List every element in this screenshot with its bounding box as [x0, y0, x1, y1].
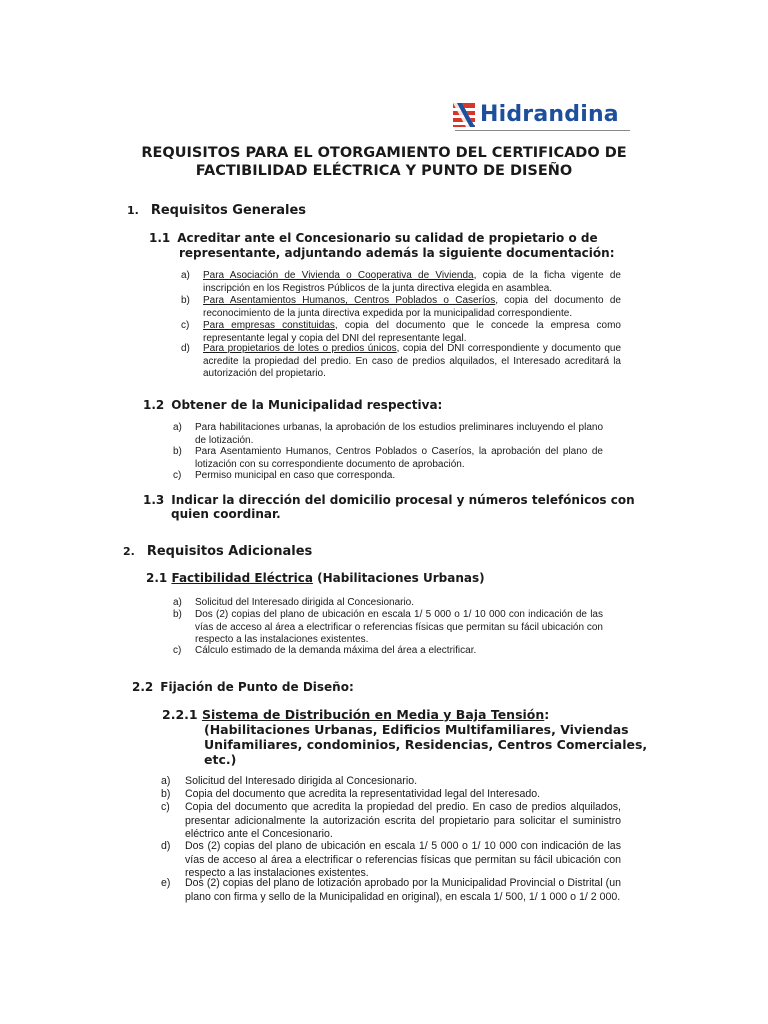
subsection-1-3-heading-line-2: quien coordinar. [171, 507, 281, 521]
list-text: Solicitud del Interesado dirigida al Concesionario. [185, 775, 418, 787]
list-text: , copia del documento que le concede la empresa como representante legal y copia del DNI del representante legal. [203, 320, 621, 344]
list-marker: b) [173, 446, 182, 457]
list-item [181, 270, 621, 295]
section-2-heading [123, 544, 312, 560]
logo-wordmark: Hidrandina [480, 102, 619, 127]
list-item [173, 645, 603, 658]
list-marker: c) [173, 645, 182, 656]
underlined-term: Para Asociación de Vivienda o Cooperativa de Vivienda [203, 270, 474, 281]
list-marker: a) [173, 597, 182, 608]
list-marker: b) [173, 609, 182, 620]
list-marker: a) [161, 775, 171, 787]
subsection-2-2-1-heading [162, 707, 549, 722]
subsection-2-2-1-scope-line-1: (Habilitaciones Urbanas, Edificios Multifamiliares, Viviendas [204, 722, 629, 737]
list-marker: a) [173, 422, 182, 433]
list-marker: c) [161, 801, 170, 813]
list-item [173, 609, 603, 647]
subsection-2-2-heading [132, 680, 354, 695]
list-item [161, 877, 621, 917]
list-item [161, 840, 621, 880]
list-marker: b) [161, 788, 171, 800]
list-item [173, 422, 603, 447]
header-divider [455, 130, 630, 131]
section-number: 2. [123, 545, 135, 558]
subsection-2-2-1-scope-line-2: Unifamiliares, condominios, Residencias, Centros Comerciales, [204, 737, 648, 752]
list-item [181, 343, 621, 381]
section-number: 1. [127, 204, 139, 217]
list-item [173, 446, 603, 471]
list-item [161, 801, 621, 841]
list-text: , copia del DNI correspondiente y documento que acredite la propiedad del predio. En caso de predios alquilados, el Interesado acreditará la autorización del propietario. [203, 343, 622, 379]
subsection-title: Fijación de Punto de Diseño: [160, 680, 354, 694]
subsection-number: 2.1 [146, 571, 168, 585]
list-text: Para habilitaciones urbanas, la aprobación de los estudios preliminares incluyendo el plano de lotización. [195, 422, 603, 446]
underlined-term: Factibilidad Eléctrica [171, 571, 313, 585]
subsection-title: Obtener de la Municipalidad respectiva: [171, 398, 443, 412]
list-text: Dos (2) copias del plano de ubicación en escala 1/ 5 000 o 1/ 10 000 con indicación de las vías de acceso al área a electrificar o referencias físicas que permitan su fácil ubicación con respecto a las instalaciones existentes. [195, 609, 603, 645]
heading-colon: : [544, 707, 550, 722]
list-text: Solicitud del Interesado dirigida al Concesionario. [195, 597, 415, 608]
list-text: Permiso municipal en caso que corresponda. [195, 470, 396, 481]
subsection-1-1-heading-line-2: representante, adjuntando además la siguiente documentación: [179, 246, 615, 260]
list-text: Cálculo estimado de la demanda máxima del área a electrificar. [195, 645, 477, 656]
section-title: Requisitos Generales [150, 203, 307, 218]
subsection-qualifier: (Habilitaciones Urbanas) [312, 571, 485, 585]
list-item [161, 788, 621, 802]
subsection-line-1: Indicar la dirección del domicilio procesal y números telefónicos con [171, 493, 635, 507]
list-marker: c) [181, 320, 190, 331]
list-text: , copia de la ficha vigente de inscripción en los Registros Públicos de la junta directiva elegida en asamblea. [203, 270, 621, 294]
underlined-term: Para Asentamientos Humanos, Centros Poblados o Caseríos [203, 295, 496, 306]
company-logo [453, 101, 633, 131]
list-marker: e) [161, 877, 171, 889]
subsection-2-1-heading [146, 571, 485, 586]
list-item [173, 470, 603, 483]
list-text: Dos (2) copias del plano de ubicación en escala 1/ 5 000 o 1/ 10 000 con indicación de las vías de acceso al área a electrificar o referencias físicas que permitan su fácil ubicación con respecto a las instalaciones existentes. [185, 840, 621, 879]
subsection-number: 1.1 [149, 231, 171, 245]
list-item [181, 295, 621, 320]
underlined-term: Sistema de Distribución en Media y Baja Tensión [201, 707, 545, 722]
list-marker: b) [181, 295, 190, 306]
list-text: Para Asentamiento Humanos, Centros Poblados o Caseríos, la aprobación del plano de lotización con su correspondiente documento de aprobación. [195, 446, 603, 470]
subsection-number: 1.3 [143, 493, 165, 507]
list-marker: c) [173, 470, 182, 481]
list-marker: d) [161, 840, 171, 852]
list-marker: a) [181, 270, 190, 281]
document-title-line-1: REQUISITOS PARA EL OTORGAMIENTO DEL CERTIFICADO DE [141, 145, 627, 161]
subsection-1-2-heading [143, 398, 442, 413]
document-title-line-2: FACTIBILIDAD ELÉCTRICA Y PUNTO DE DISEÑO [195, 163, 573, 179]
subsection-number: 1.2 [143, 398, 165, 412]
list-text: Dos (2) copias del plano de lotización aprobado por la Municipalidad Provincial o Distrital (un plano con firma y sello de la Municipalidad en original), en escala 1/ 500, 1/ 1 000 o 1/ 2 000. [185, 877, 621, 903]
list-item [161, 775, 621, 789]
subsection-number: 2.2.1 [162, 707, 198, 722]
list-text: Copia del documento que acredita la propiedad del predio. En caso de predios alquilados, presentar adicionalmente la autorización escrita del propietario para solicitar el suministro eléctrico ante el Concesionario. [185, 801, 621, 840]
subsection-number: 2.2 [132, 680, 154, 694]
section-1-heading [127, 203, 306, 219]
underlined-term: Para empresas constituidas [203, 320, 335, 331]
section-title: Requisitos Adicionales [146, 544, 313, 559]
list-item [181, 320, 621, 345]
hidrandina-logo-icon [453, 103, 475, 127]
list-text: , copia del documento de reconocimiento de la junta directiva expedida por la municipalidad correspondiente. [203, 295, 621, 319]
underlined-term: Para propietarios de lotes o predios únicos [203, 343, 397, 354]
subsection-1-1-heading [149, 231, 621, 246]
subsection-line-1: Acreditar ante el Concesionario su calidad de propietario o de [177, 231, 598, 245]
subsection-2-2-1-scope-line-3: etc.) [204, 752, 237, 767]
subsection-1-3-heading [143, 493, 635, 508]
list-text: Copia del documento que acredita la representatividad legal del Interesado. [185, 788, 541, 800]
list-marker: d) [181, 343, 190, 354]
